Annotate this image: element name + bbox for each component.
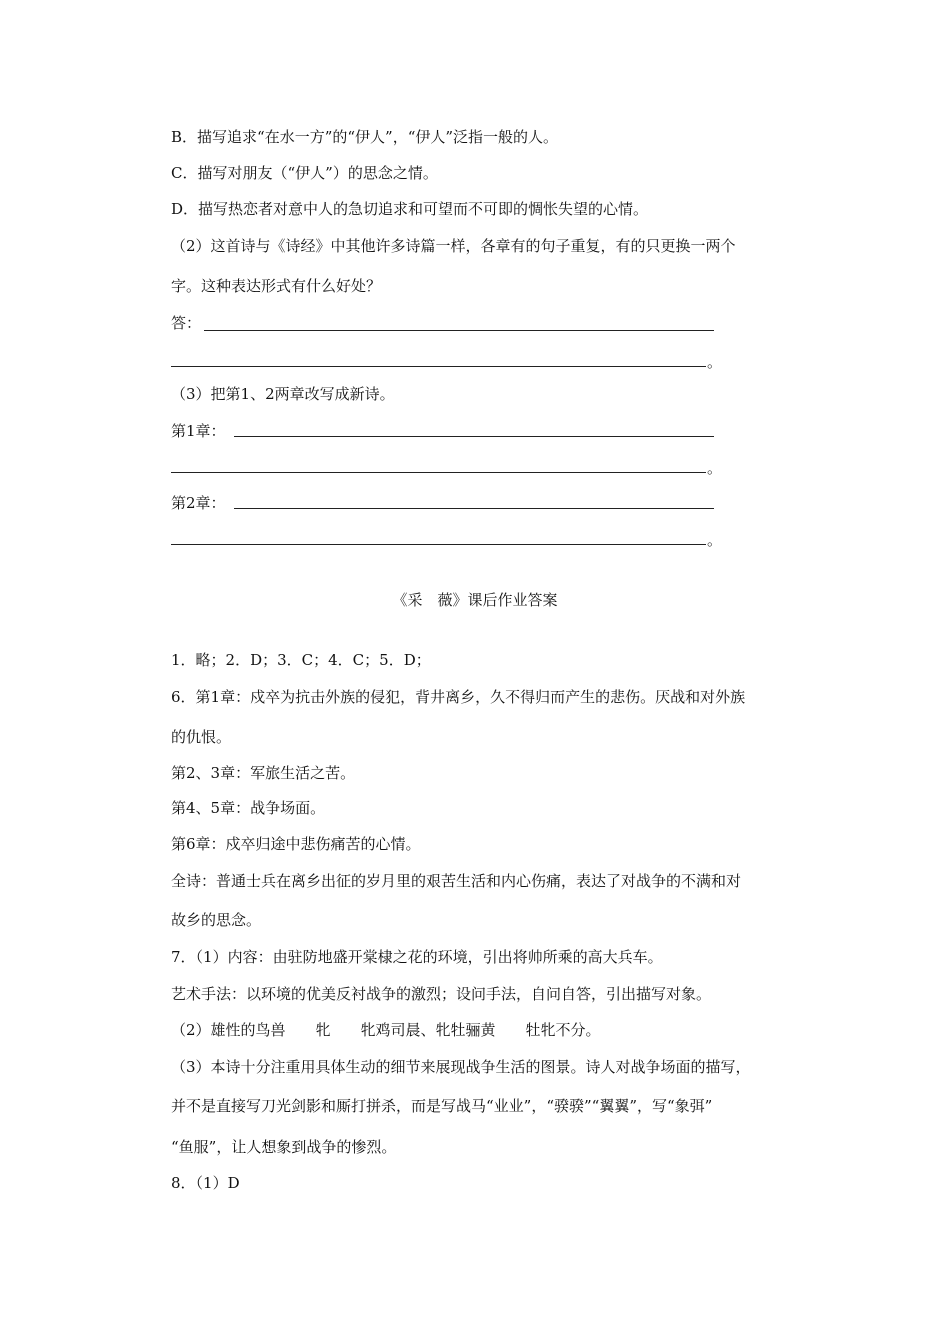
chapter-2-blank-line-2[interactable]	[171, 544, 706, 545]
chapter-2-label: 第2章：	[171, 494, 226, 512]
chapter-2-blank-line-1[interactable]	[234, 508, 714, 509]
chapter-1-end-mark: 。	[707, 459, 723, 477]
chapter-2-end-mark: 。	[707, 531, 723, 549]
option-b: B．描写追求“在水一方”的“伊人”，“伊人”泛指一般的人。	[171, 128, 559, 146]
answer-end-mark: 。	[707, 353, 723, 371]
answer-6-line-2: 的仇恨。	[171, 728, 232, 746]
answer-6-line-6: 全诗：普通士兵在离乡出征的岁月里的艰苦生活和内心伤痛，表达了对战争的不满和对	[171, 872, 742, 890]
answer-6-line-1: 6．第1章：戍卒为抗击外族的侵犯，背井离乡，久不得归而产生的悲伤。厌战和对外族	[171, 688, 746, 706]
option-c: C．描写对朋友（“伊人”）的思念之情。	[171, 164, 438, 182]
answer-blank-line-2[interactable]	[171, 366, 706, 367]
answer-7-line-3: （2）雄性的鸟兽 牝 牝鸡司晨、牝牡骊黄 牡牝不分。	[171, 1021, 601, 1039]
answer-6-line-4: 第4、5章：战争场面。	[171, 799, 326, 817]
answer-blank-line-1[interactable]	[204, 330, 714, 331]
answer-7-line-5: 并不是直接写刀光剑影和厮打拼杀，而是写战马“业业”，“骙骙”“翼翼”，写“象弭”	[171, 1097, 713, 1115]
question-2-line-2: 字。这种表达形式有什么好处？	[171, 277, 382, 295]
answer-6-line-3: 第2、3章：军旅生活之苦。	[171, 764, 356, 782]
answer-7-line-6: “鱼服”，让人想象到战争的惨烈。	[171, 1138, 397, 1156]
chapter-1-blank-line-2[interactable]	[171, 472, 706, 473]
answers-title: 《采 薇》课后作业答案	[392, 591, 558, 609]
answer-label: 答：	[171, 314, 202, 332]
answer-8: 8．（1）D	[171, 1174, 240, 1192]
answer-7-line-1: 7．（1）内容：由驻防地盛开棠棣之花的环境，引出将帅所乘的高大兵车。	[171, 948, 663, 966]
answer-6-line-7: 故乡的思念。	[171, 911, 262, 929]
chapter-1-label: 第1章：	[171, 422, 226, 440]
question-2-line-1: （2）这首诗与《诗经》中其他许多诗篇一样，各章有的句子重复，有的只更换一两个	[171, 237, 736, 255]
chapter-1-blank-line-1[interactable]	[234, 436, 714, 437]
option-d: D．描写热恋者对意中人的急切追求和可望而不可即的惆怅失望的心情。	[171, 200, 649, 218]
answer-1-5: 1．略；2．D；3．C；4．C；5．D；	[171, 651, 431, 669]
answer-7-line-2: 艺术手法：以环境的优美反衬战争的激烈；设问手法，自问自答，引出描写对象。	[171, 985, 712, 1003]
answer-7-line-4: （3）本诗十分注重用具体生动的细节来展现战争生活的图景。诗人对战争场面的描写，	[171, 1058, 751, 1076]
answer-6-line-5: 第6章：戍卒归途中悲伤痛苦的心情。	[171, 835, 421, 853]
question-3-prompt: （3）把第1、2两章改写成新诗。	[171, 385, 395, 403]
